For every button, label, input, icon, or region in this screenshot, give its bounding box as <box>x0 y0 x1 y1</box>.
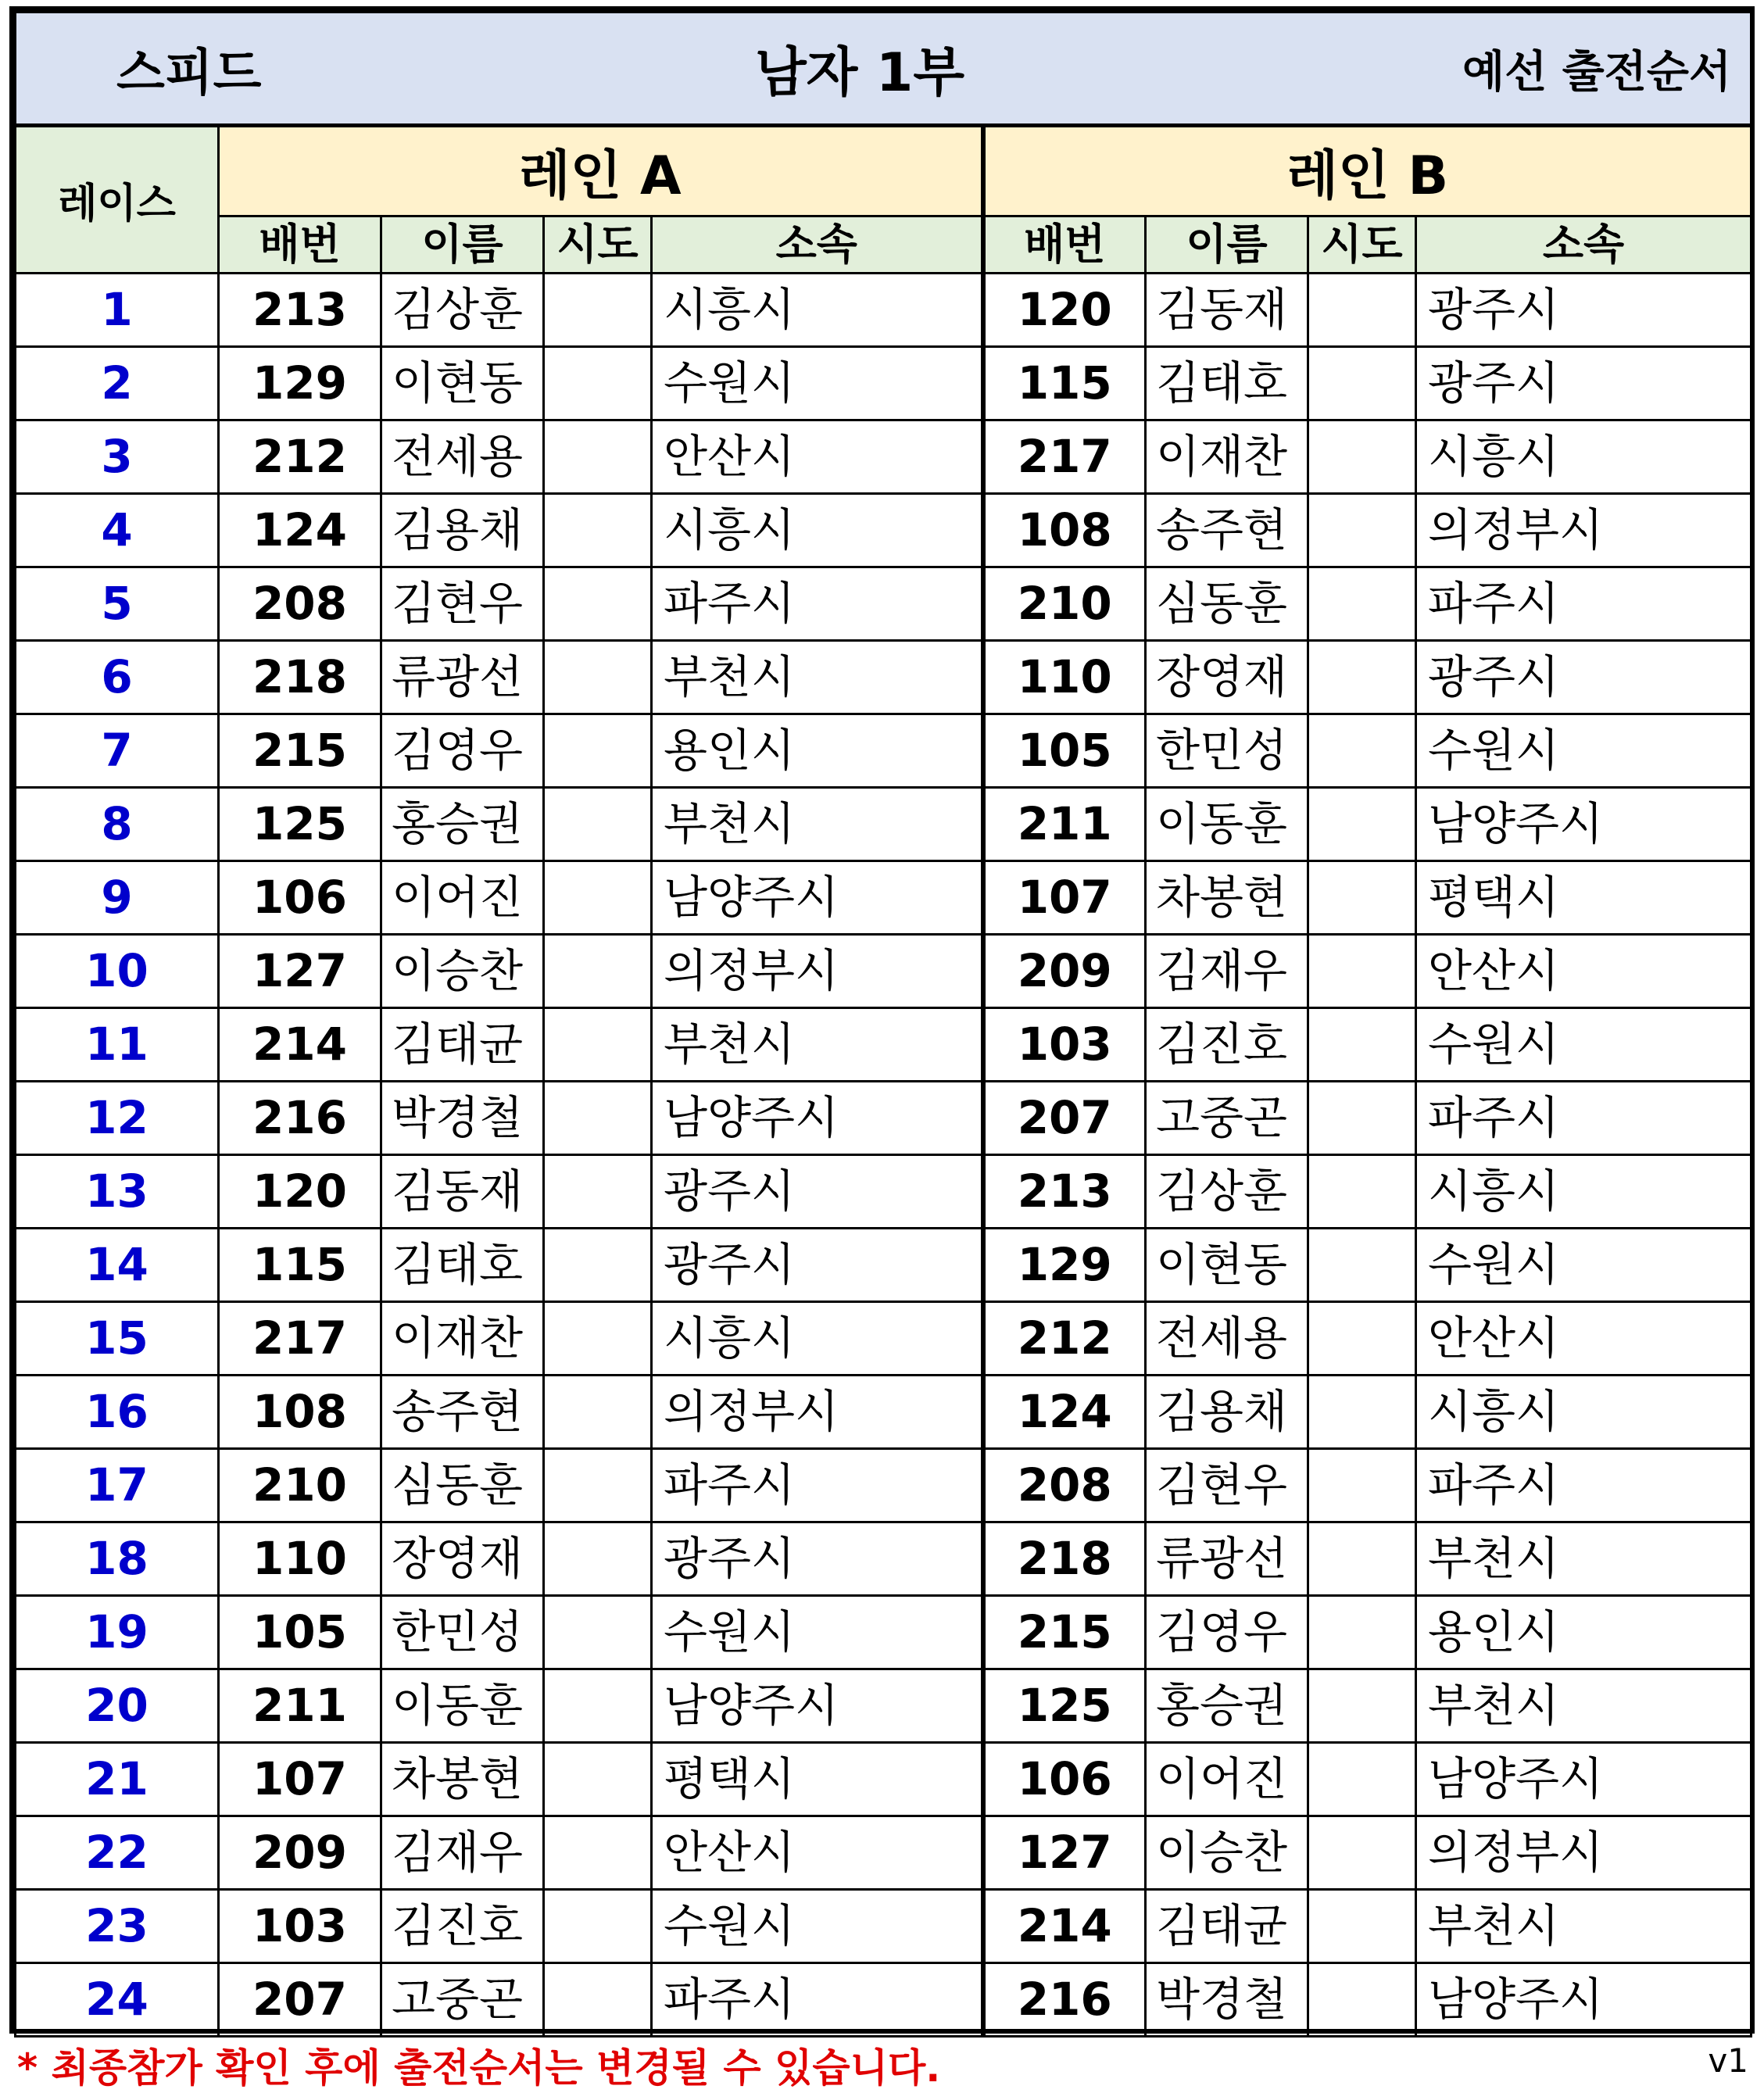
event-type: 스피드 <box>116 44 262 102</box>
title-row <box>16 13 1751 126</box>
lane-b-bib: 120 <box>983 274 1146 347</box>
table-row <box>16 420 1751 494</box>
lane-b-region <box>1308 1008 1416 1082</box>
lane-b-club: 남양주시 <box>1416 788 1751 861</box>
lane-a-bib: 208 <box>219 567 381 641</box>
lane-a-bib: 129 <box>219 347 381 420</box>
lane-b-club: 부천시 <box>1416 1669 1751 1743</box>
table-row <box>16 274 1751 347</box>
lane-b-name: 김현우 <box>1146 1449 1308 1522</box>
lane-a-name: 김용채 <box>381 494 544 567</box>
table-row <box>16 1963 1751 2037</box>
lane-a-name: 이재찬 <box>381 1302 544 1376</box>
race-number: 14 <box>16 1229 219 1302</box>
lane-a-name: 김진호 <box>381 1890 544 1963</box>
lane-b-club: 의정부시 <box>1416 494 1751 567</box>
lane-b-region <box>1308 1376 1416 1449</box>
lane-a-club: 남양주시 <box>652 1669 983 1743</box>
lane-a-name: 이현동 <box>381 347 544 420</box>
table-row <box>16 494 1751 567</box>
lane-b-region <box>1308 1743 1416 1816</box>
race-number: 12 <box>16 1082 219 1155</box>
lane-a-bib: 120 <box>219 1155 381 1229</box>
lane-a-bib: 214 <box>219 1008 381 1082</box>
lane-a-name: 김영우 <box>381 714 544 788</box>
lane-b-bib: 216 <box>983 1963 1146 2037</box>
lane-a-region <box>544 788 652 861</box>
lane-b-name: 류광선 <box>1146 1522 1308 1596</box>
lane-a-bib: 211 <box>219 1669 381 1743</box>
lane-a-name: 이동훈 <box>381 1669 544 1743</box>
lane-b-region <box>1308 714 1416 788</box>
lane-a-name: 전세용 <box>381 420 544 494</box>
lane-b-header: 레인 B <box>983 126 1751 216</box>
lane-a-club: 파주시 <box>652 1963 983 2037</box>
table-row <box>16 1596 1751 1669</box>
lane-a-club: 광주시 <box>652 1229 983 1302</box>
table-row <box>16 347 1751 420</box>
table-row <box>16 1008 1751 1082</box>
lane-b-region <box>1308 420 1416 494</box>
race-number: 3 <box>16 420 219 494</box>
race-number: 4 <box>16 494 219 567</box>
lane-a-name: 박경철 <box>381 1082 544 1155</box>
lane-a-club: 시흥시 <box>652 494 983 567</box>
lane-a-club: 수원시 <box>652 1890 983 1963</box>
lane-a-name: 김상훈 <box>381 274 544 347</box>
table-row <box>16 1522 1751 1596</box>
lane-a-region <box>544 1008 652 1082</box>
lane-a-bib: 103 <box>219 1890 381 1963</box>
lane-a-bib: 125 <box>219 788 381 861</box>
lane-a-name: 차봉현 <box>381 1743 544 1816</box>
lane-b-bib: 213 <box>983 1155 1146 1229</box>
lane-a-region <box>544 1155 652 1229</box>
lane-a-region <box>544 1596 652 1669</box>
lane-a-club: 시흥시 <box>652 1302 983 1376</box>
race-number: 16 <box>16 1376 219 1449</box>
lane-a-bib: 212 <box>219 420 381 494</box>
lane-b-club: 시흥시 <box>1416 420 1751 494</box>
lane-a-bib: 215 <box>219 714 381 788</box>
lane-b-region <box>1308 347 1416 420</box>
lane-b-bib: 211 <box>983 788 1146 861</box>
lane-b-bib: 108 <box>983 494 1146 567</box>
lane-a-bib: 106 <box>219 861 381 935</box>
lane-a-bib: 124 <box>219 494 381 567</box>
lane-a-region <box>544 1522 652 1596</box>
lane-a-region <box>544 861 652 935</box>
lane-b-region <box>1308 1155 1416 1229</box>
lane-b-club: 시흥시 <box>1416 1376 1751 1449</box>
lane-b-bib: 103 <box>983 1008 1146 1082</box>
lane-b-name: 이동훈 <box>1146 788 1308 861</box>
lane-b-bib: 105 <box>983 714 1146 788</box>
lane-a-name: 김현우 <box>381 567 544 641</box>
race-number: 1 <box>16 274 219 347</box>
table-row <box>16 1816 1751 1890</box>
lane-a-club: 부천시 <box>652 641 983 714</box>
lane-b-name: 김영우 <box>1146 1596 1308 1669</box>
lane-b-bib: 218 <box>983 1522 1146 1596</box>
lane-a-bib: 213 <box>219 274 381 347</box>
lane-a-bib: 127 <box>219 935 381 1008</box>
lane-b-name: 이재찬 <box>1146 420 1308 494</box>
lane-a-name-header: 이름 <box>381 216 544 274</box>
lane-a-name: 김재우 <box>381 1816 544 1890</box>
race-number: 5 <box>16 567 219 641</box>
lane-b-club: 안산시 <box>1416 935 1751 1008</box>
lane-b-region <box>1308 935 1416 1008</box>
lane-a-region <box>544 641 652 714</box>
lane-a-bib: 115 <box>219 1229 381 1302</box>
lane-b-region <box>1308 494 1416 567</box>
lane-a-region <box>544 1816 652 1890</box>
table-row <box>16 1302 1751 1376</box>
lane-a-region <box>544 1449 652 1522</box>
lane-a-club: 용인시 <box>652 714 983 788</box>
lane-b-name: 김상훈 <box>1146 1155 1308 1229</box>
race-number: 21 <box>16 1743 219 1816</box>
lane-b-bib: 208 <box>983 1449 1146 1522</box>
lane-b-name: 장영재 <box>1146 641 1308 714</box>
lane-b-name: 김재우 <box>1146 935 1308 1008</box>
race-number: 22 <box>16 1816 219 1890</box>
table-row <box>16 567 1751 641</box>
lane-b-club: 파주시 <box>1416 1082 1751 1155</box>
lane-a-club: 평택시 <box>652 1743 983 1816</box>
lane-b-name: 한민성 <box>1146 714 1308 788</box>
lane-b-region <box>1308 861 1416 935</box>
table-row <box>16 1376 1751 1449</box>
column-header-row <box>16 216 1751 274</box>
lane-a-club: 부천시 <box>652 788 983 861</box>
lane-a-club: 남양주시 <box>652 861 983 935</box>
lane-b-region <box>1308 1229 1416 1302</box>
lane-a-region <box>544 494 652 567</box>
lane-a-region <box>544 1669 652 1743</box>
lane-b-name: 김진호 <box>1146 1008 1308 1082</box>
race-number: 17 <box>16 1449 219 1522</box>
lane-b-region <box>1308 1890 1416 1963</box>
lane-a-region <box>544 1229 652 1302</box>
lane-b-region <box>1308 567 1416 641</box>
lane-b-bib: 212 <box>983 1302 1146 1376</box>
race-number: 15 <box>16 1302 219 1376</box>
lane-b-bib: 217 <box>983 420 1146 494</box>
lane-header-row <box>16 126 1751 216</box>
table-row <box>16 641 1751 714</box>
lane-a-bib: 207 <box>219 1963 381 2037</box>
lane-a-name: 장영재 <box>381 1522 544 1596</box>
lane-b-club: 부천시 <box>1416 1890 1751 1963</box>
lane-a-club: 수원시 <box>652 1596 983 1669</box>
lane-b-club: 수원시 <box>1416 1229 1751 1302</box>
lane-b-name: 박경철 <box>1146 1963 1308 2037</box>
lane-b-club: 의정부시 <box>1416 1816 1751 1890</box>
lane-b-bib: 215 <box>983 1596 1146 1669</box>
lane-b-region <box>1308 788 1416 861</box>
lane-a-club: 파주시 <box>652 567 983 641</box>
table-row <box>16 1155 1751 1229</box>
lane-b-bib: 110 <box>983 641 1146 714</box>
race-column-header: 레이스 <box>16 126 219 274</box>
lane-b-club: 안산시 <box>1416 1302 1751 1376</box>
race-number: 24 <box>16 1963 219 2037</box>
lane-a-bib: 209 <box>219 1816 381 1890</box>
lane-a-bib: 108 <box>219 1376 381 1449</box>
table-row <box>16 1449 1751 1522</box>
lane-b-club: 부천시 <box>1416 1522 1751 1596</box>
lane-a-name: 송주현 <box>381 1376 544 1449</box>
race-number: 8 <box>16 788 219 861</box>
lane-b-bib: 209 <box>983 935 1146 1008</box>
lane-b-bib: 127 <box>983 1816 1146 1890</box>
lane-b-club: 파주시 <box>1416 567 1751 641</box>
race-number: 19 <box>16 1596 219 1669</box>
lane-b-name: 김동재 <box>1146 274 1308 347</box>
race-number: 2 <box>16 347 219 420</box>
lane-b-region <box>1308 1449 1416 1522</box>
lane-a-club: 파주시 <box>652 1449 983 1522</box>
lane-a-bib: 218 <box>219 641 381 714</box>
lane-a-bib: 210 <box>219 1449 381 1522</box>
race-number: 7 <box>16 714 219 788</box>
race-number: 18 <box>16 1522 219 1596</box>
lane-a-region <box>544 1743 652 1816</box>
lane-b-bib: 214 <box>983 1890 1146 1963</box>
lane-a-region <box>544 1963 652 2037</box>
lane-b-region <box>1308 1302 1416 1376</box>
lane-a-bib: 105 <box>219 1596 381 1669</box>
division-title: 남자 1부 <box>754 42 965 104</box>
table-row <box>16 1229 1751 1302</box>
race-number: 10 <box>16 935 219 1008</box>
lane-b-name: 홍승권 <box>1146 1669 1308 1743</box>
sheet-subtitle: 예선 출전순서 <box>1462 46 1732 98</box>
lane-a-club: 안산시 <box>652 1816 983 1890</box>
lane-b-name: 김태균 <box>1146 1890 1308 1963</box>
table-row <box>16 714 1751 788</box>
lane-a-region <box>544 567 652 641</box>
version-label: v1 <box>1708 2041 1748 2080</box>
lane-a-bib: 110 <box>219 1522 381 1596</box>
lane-a-region <box>544 1376 652 1449</box>
lane-a-name: 심동훈 <box>381 1449 544 1522</box>
race-number: 20 <box>16 1669 219 1743</box>
lane-b-region-header: 시도 <box>1308 216 1416 274</box>
lane-a-bib: 107 <box>219 1743 381 1816</box>
lane-b-club: 용인시 <box>1416 1596 1751 1669</box>
lane-a-bib-header: 배번 <box>219 216 381 274</box>
lane-a-name: 고중곤 <box>381 1963 544 2037</box>
lane-b-name: 이현동 <box>1146 1229 1308 1302</box>
race-number: 13 <box>16 1155 219 1229</box>
lane-b-region <box>1308 274 1416 347</box>
race-rows <box>16 274 1751 2037</box>
table-row <box>16 1743 1751 1816</box>
lane-a-club: 안산시 <box>652 420 983 494</box>
lane-b-name: 심동훈 <box>1146 567 1308 641</box>
lane-b-bib: 210 <box>983 567 1146 641</box>
lane-a-region <box>544 1302 652 1376</box>
table-row <box>16 1890 1751 1963</box>
lane-b-club: 시흥시 <box>1416 1155 1751 1229</box>
lane-b-bib: 207 <box>983 1082 1146 1155</box>
lane-b-region <box>1308 1522 1416 1596</box>
lane-a-name: 홍승권 <box>381 788 544 861</box>
lane-b-club: 광주시 <box>1416 347 1751 420</box>
lane-a-club: 부천시 <box>652 1008 983 1082</box>
lane-b-name: 전세용 <box>1146 1302 1308 1376</box>
lane-b-bib-header: 배번 <box>983 216 1146 274</box>
table-row <box>16 935 1751 1008</box>
lane-b-name: 이승찬 <box>1146 1816 1308 1890</box>
lane-b-name: 김용채 <box>1146 1376 1308 1449</box>
start-order-table <box>14 11 1752 2038</box>
lane-a-region-header: 시도 <box>544 216 652 274</box>
lane-b-club: 남양주시 <box>1416 1963 1751 2037</box>
lane-b-region <box>1308 1596 1416 1669</box>
lane-b-name: 고중곤 <box>1146 1082 1308 1155</box>
lane-a-club: 광주시 <box>652 1155 983 1229</box>
lane-b-club: 광주시 <box>1416 641 1751 714</box>
lane-a-name: 류광선 <box>381 641 544 714</box>
race-number: 9 <box>16 861 219 935</box>
lane-a-bib: 216 <box>219 1082 381 1155</box>
lane-b-name: 송주현 <box>1146 494 1308 567</box>
lane-b-bib: 125 <box>983 1669 1146 1743</box>
lane-a-name: 한민성 <box>381 1596 544 1669</box>
lane-a-name: 김태균 <box>381 1008 544 1082</box>
lane-a-region <box>544 935 652 1008</box>
lane-b-region <box>1308 1082 1416 1155</box>
lane-a-club-header: 소속 <box>652 216 983 274</box>
lane-b-bib: 106 <box>983 1743 1146 1816</box>
lane-b-name-header: 이름 <box>1146 216 1308 274</box>
lane-a-name: 이어진 <box>381 861 544 935</box>
lane-a-region <box>544 1890 652 1963</box>
lane-a-header: 레인 A <box>219 126 983 216</box>
lane-a-name: 김동재 <box>381 1155 544 1229</box>
lane-a-club: 의정부시 <box>652 935 983 1008</box>
lane-a-bib: 217 <box>219 1302 381 1376</box>
race-number: 11 <box>16 1008 219 1082</box>
lane-b-region <box>1308 641 1416 714</box>
change-notice: * 최종참가 확인 후에 출전순서는 변경될 수 있습니다. <box>17 2045 941 2091</box>
lane-b-club-header: 소속 <box>1416 216 1751 274</box>
lane-a-club: 수원시 <box>652 347 983 420</box>
lane-b-club: 광주시 <box>1416 274 1751 347</box>
lane-b-name: 이어진 <box>1146 1743 1308 1816</box>
lane-b-club: 남양주시 <box>1416 1743 1751 1816</box>
lane-b-name: 차봉현 <box>1146 861 1308 935</box>
lane-a-region <box>544 420 652 494</box>
lane-b-name: 김태호 <box>1146 347 1308 420</box>
race-number: 23 <box>16 1890 219 1963</box>
lane-a-region <box>544 274 652 347</box>
lane-b-region <box>1308 1816 1416 1890</box>
race-number: 6 <box>16 641 219 714</box>
table-row <box>16 1669 1751 1743</box>
lane-a-club: 광주시 <box>652 1522 983 1596</box>
start-order-sheet <box>9 6 1755 2034</box>
lane-b-club: 평택시 <box>1416 861 1751 935</box>
lane-a-club: 시흥시 <box>652 274 983 347</box>
lane-a-name: 김태호 <box>381 1229 544 1302</box>
lane-b-bib: 129 <box>983 1229 1146 1302</box>
lane-a-region <box>544 347 652 420</box>
lane-b-bib: 115 <box>983 347 1146 420</box>
lane-a-club: 남양주시 <box>652 1082 983 1155</box>
lane-b-club: 수원시 <box>1416 1008 1751 1082</box>
lane-b-region <box>1308 1963 1416 2037</box>
table-row <box>16 1082 1751 1155</box>
lane-a-club: 의정부시 <box>652 1376 983 1449</box>
table-row <box>16 788 1751 861</box>
lane-b-club: 파주시 <box>1416 1449 1751 1522</box>
table-row <box>16 861 1751 935</box>
lane-b-club: 수원시 <box>1416 714 1751 788</box>
lane-b-region <box>1308 1669 1416 1743</box>
lane-b-bib: 107 <box>983 861 1146 935</box>
lane-a-region <box>544 714 652 788</box>
lane-a-region <box>544 1082 652 1155</box>
lane-b-bib: 124 <box>983 1376 1146 1449</box>
lane-a-name: 이승찬 <box>381 935 544 1008</box>
